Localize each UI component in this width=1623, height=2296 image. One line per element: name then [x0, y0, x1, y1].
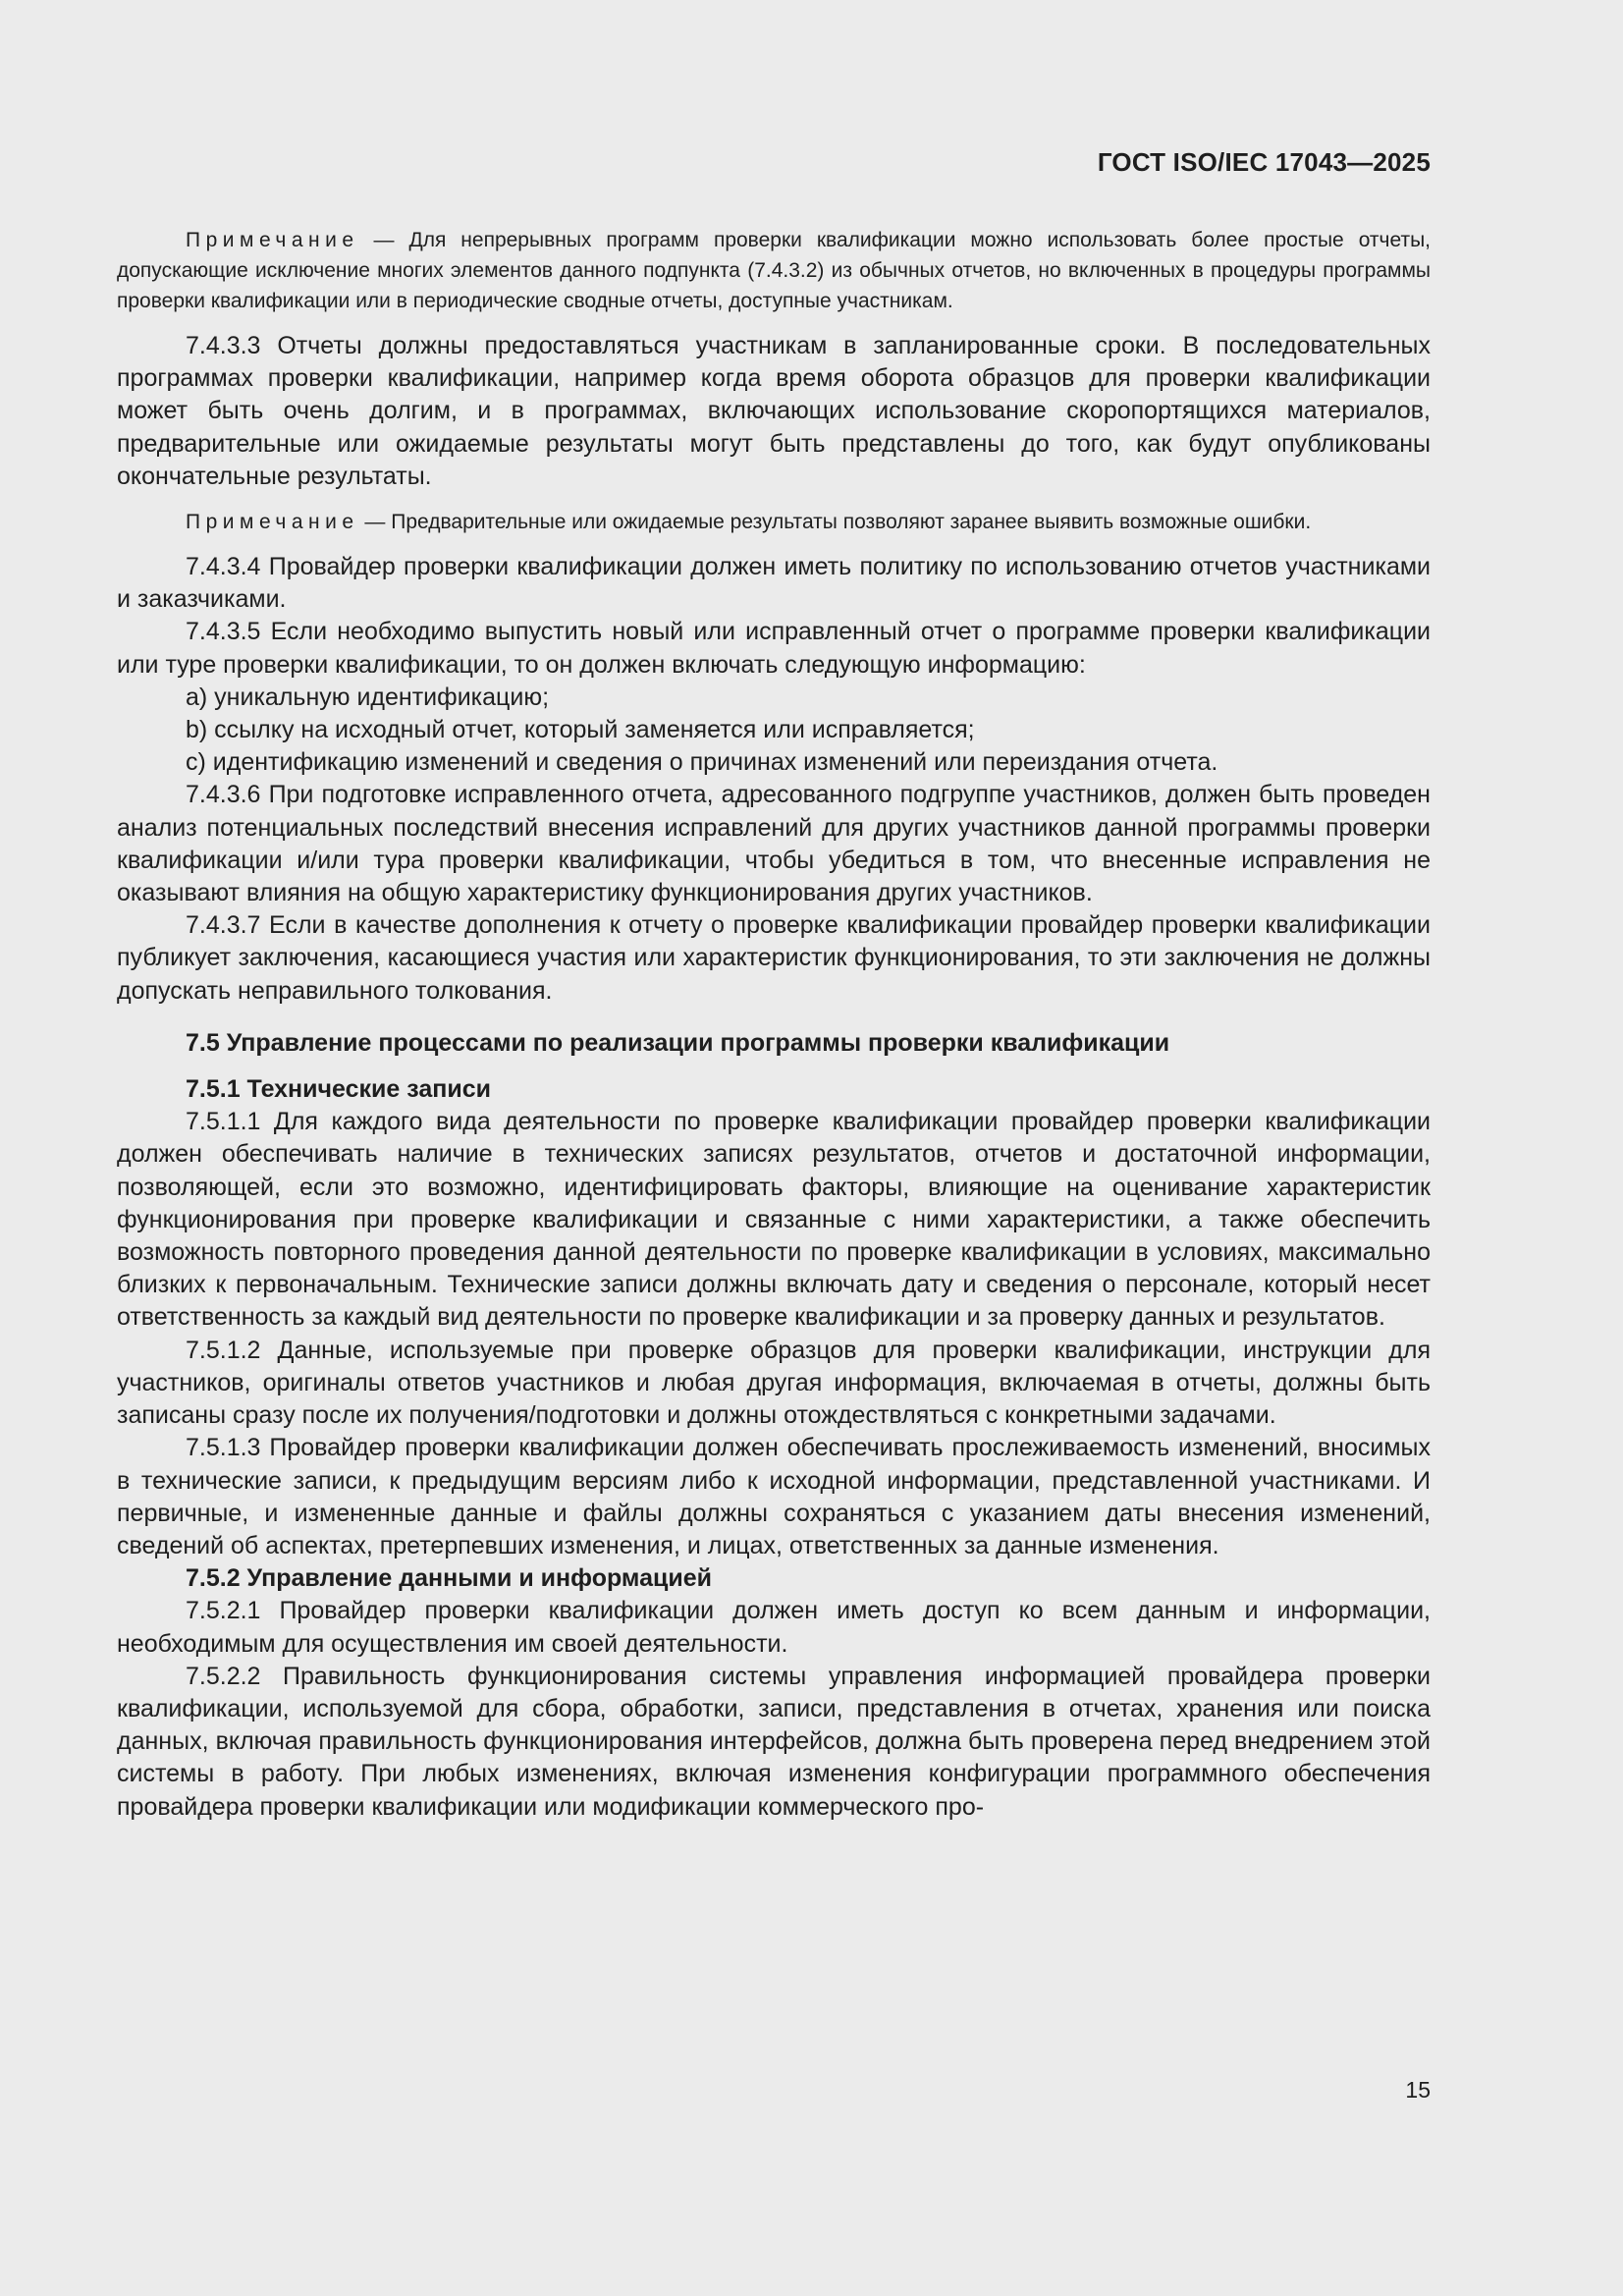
- subsection-heading-7-5-2: 7.5.2 Управление данными и информацией: [186, 1564, 712, 1593]
- page-number: 15: [1405, 2077, 1431, 2103]
- clause-7-4-3-3: 7.4.3.3 Отчеты должны предоставляться участникам в запланированные сроки. В последовательных программах проверки квалификации, например когда время оборота образцов для проверки квалификации может быть очень долгим, и в программах, включающих использование скоропортящихся материалов, предварительные или ожидаемые результаты могут быть представлены до того, как будут опубликованы окончательные результаты.: [117, 332, 1431, 490]
- page-content: [117, 225, 1431, 1824]
- note-paragraph: [117, 507, 1431, 537]
- clause-7-5-2-1: 7.5.2.1 Провайдер проверки квалификации должен иметь доступ ко всем данным и информации, необходимым для осуществления им своей деятельности.: [117, 1597, 1431, 1658]
- clause-7-4-3-6: 7.4.3.6 При подготовке исправленного отчета, адресованного подгруппе участников, должен быть проведен анализ потенциальных последствий внесения исправлений для других участников данной программы проверки квалификации и/или тура проверки квалификации, чтобы убедиться в том, что внесенные исправления не оказывают влияния на общую характеристику функционирования других участников.: [117, 781, 1431, 907]
- section-heading-7-5: 7.5 Управление процессами по реализации программы проверки квалификации: [186, 1028, 1170, 1057]
- note-paragraph: [117, 225, 1431, 316]
- list-item-c: c) идентификацию изменений и сведения о причинах изменений или переиздания отчета.: [186, 748, 1218, 777]
- clause-7-5-1-2: 7.5.1.2 Данные, используемые при проверке образцов для проверки квалификации, инструкции для участников, оригиналы ответов участников и любая другая информация, включаемая в отчеты, должны быть записаны сразу после их получения/подготовки и должны отождествляться с конкретными задачами.: [117, 1336, 1431, 1430]
- note-text: Для непрерывных программ проверки квалификации можно использовать более простые отчеты, допускающие исключение многих элементов данного подпункта (7.4.3.2) из обычных отчетов, но включенных в процедуры программы проверки квалификации или в периодические сводные отчеты, доступные участникам.: [117, 229, 1431, 312]
- note-label: Примечание: [186, 511, 359, 534]
- subsection-heading-7-5-1: 7.5.1 Технические записи: [186, 1075, 491, 1104]
- clause-7-4-3-4: 7.4.3.4 Провайдер проверки квалификации должен иметь политику по использованию отчетов участниками и заказчиками.: [117, 553, 1431, 614]
- clause-7-5-1-1: 7.5.1.1 Для каждого вида деятельности по проверке квалификации провайдер проверки квалификации должен обеспечивать наличие в технических записях результатов, отчетов и достаточной информации, позволяющей, если это возможно, идентифицировать факторы, влияющие на оценивание характеристик функционирования при проверке квалификации и связанные с ними характеристики, а также обеспечить возможность повторного проведения данной деятельности по проверке квалификации в условиях, максимально близких к первоначальным. Технические записи должны включать дату и сведения о персонале, который несет ответственность за каждый вид деятельности по проверке квалификации и за проверку данных и результатов.: [117, 1108, 1431, 1332]
- clause-7-4-3-5: 7.4.3.5 Если необходимо выпустить новый или исправленный отчет о программе проверки квалификации или туре проверки квалификации, то он должен включать следующую информацию:: [117, 618, 1431, 679]
- note-label: Примечание: [186, 229, 359, 251]
- note-dash: —: [358, 229, 409, 251]
- clause-7-4-3-7: 7.4.3.7 Если в качестве дополнения к отчету о проверке квалификации провайдер проверки квалификации публикует заключения, касающиеся участия или характеристик функционирования, то эти заключения не должны допускать неправильного толкования.: [117, 911, 1431, 1005]
- list-item-b: b) ссылку на исходный отчет, который заменяется или исправляется;: [186, 716, 975, 744]
- clause-7-5-1-3: 7.5.1.3 Провайдер проверки квалификации должен обеспечивать прослеживаемость изменений, вносимых в технические записи, к предыдущим версиям либо к исходной информации, представленной участниками. И первичные, и измененные данные и файлы должны сохраняться с указанием даты внесения изменений, сведений об аспектах, претерпевших изменения, и лицах, ответственных за данные изменения.: [117, 1434, 1431, 1559]
- standard-designation: ГОСТ ISO/IEC 17043—2025: [1097, 147, 1431, 177]
- clause-7-5-2-2: 7.5.2.2 Правильность функционирования системы управления информацией провайдера проверки квалификации, используемой для сбора, обработки, записи, представления в отчетах, хранения или поиска данных, включая правильность функционирования интерфейсов, должна быть проверена перед внедрением этой системы в работу. При любых изменениях, включая изменения конфигурации программного обеспечения провайдера проверки квалификации или модификации коммерческого про-: [117, 1662, 1431, 1821]
- list-item-a: a) уникальную идентификацию;: [186, 683, 550, 711]
- note-text: Предварительные или ожидаемые результаты позволяют заранее выявить возможные ошибки.: [391, 511, 1312, 534]
- note-dash: —: [358, 511, 392, 534]
